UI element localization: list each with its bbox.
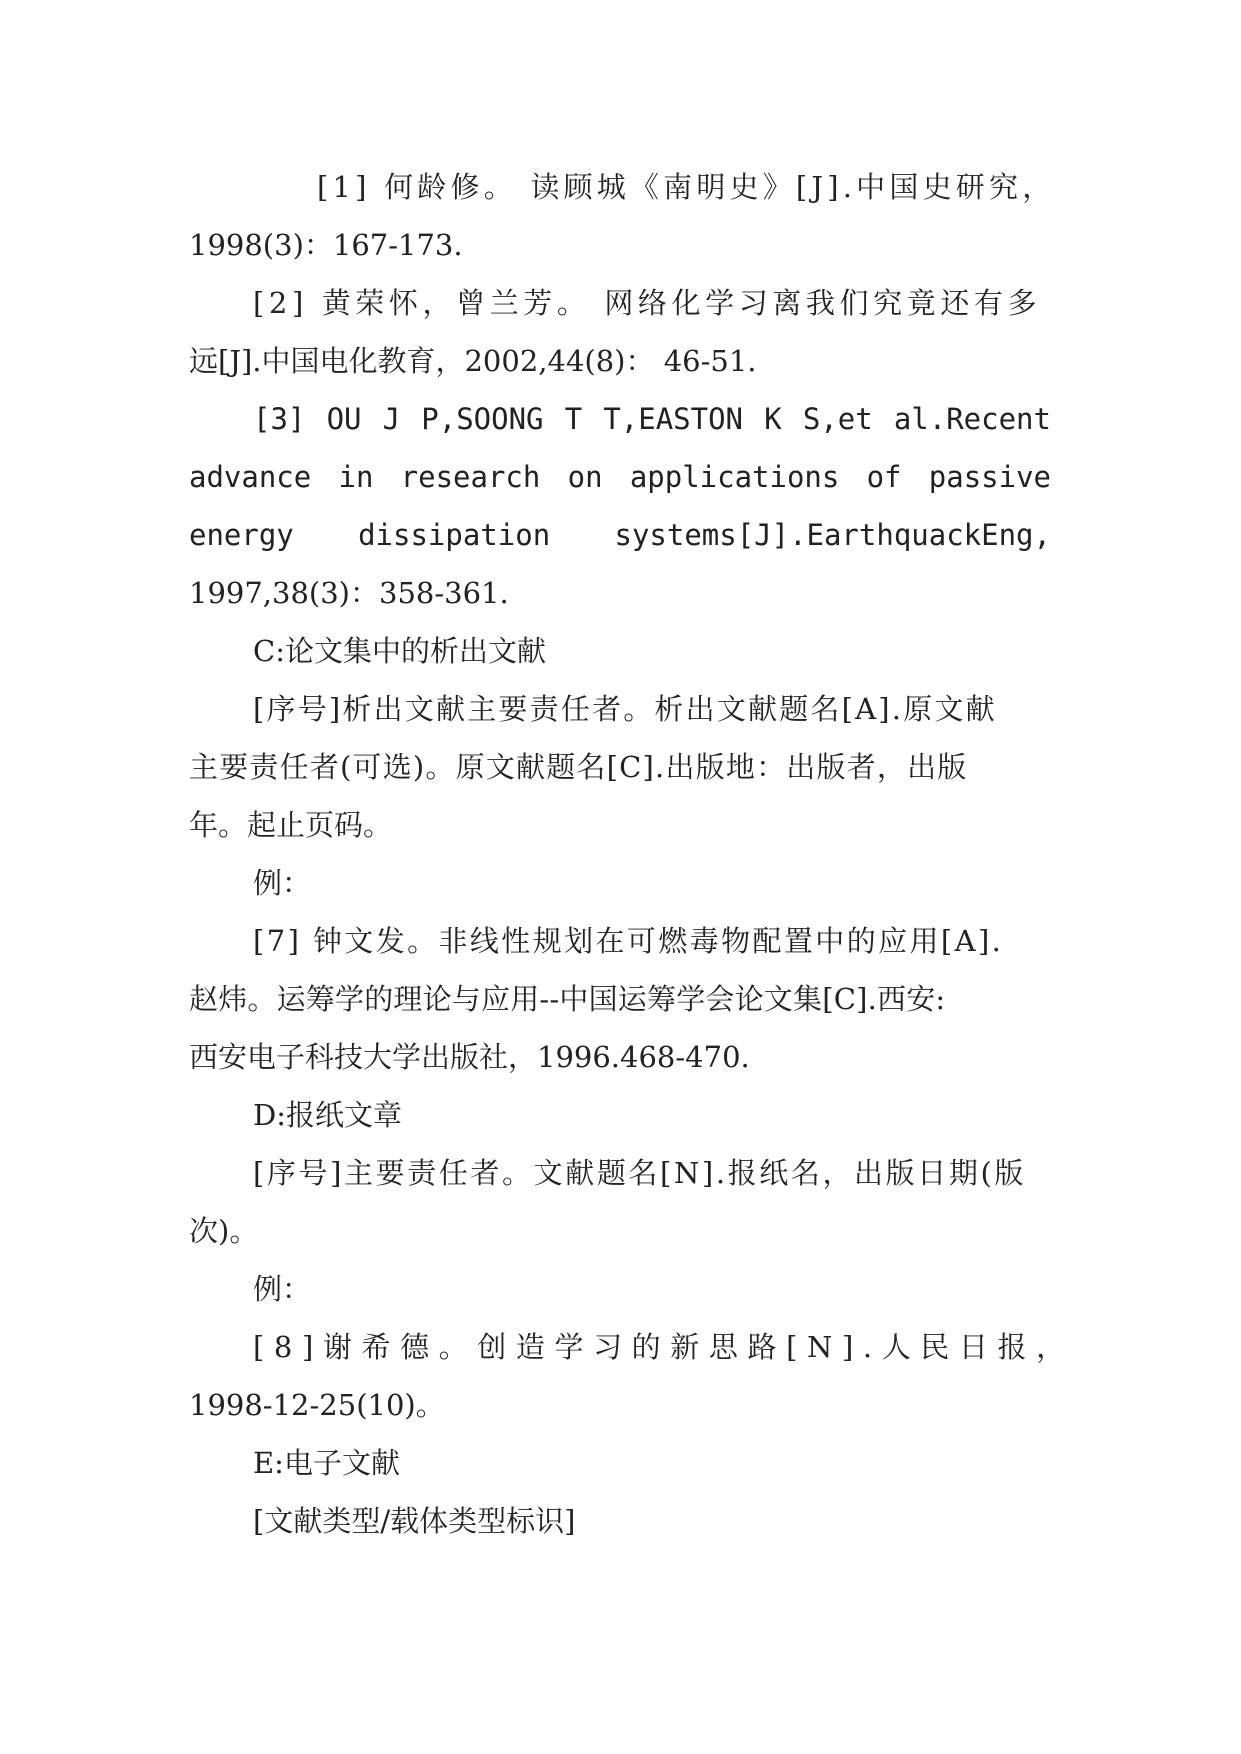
reference-3-word: al.Recent	[893, 402, 1051, 436]
reference-2	[189, 274, 1051, 390]
section-c-format-line-2: 主要责任者(可选)。原文献题名[C].出版地：出版者，出版	[189, 750, 968, 784]
reference-2-line-1: [2] 黄荣怀，曾兰芳。 网络化学习离我们究竟还有多	[253, 286, 1042, 320]
document-page	[189, 158, 1075, 1550]
reference-3-word: advance	[189, 460, 312, 494]
section-e-format-line-1: [文献类型/载体类型标识]	[253, 1504, 576, 1538]
section-d-format-line-1: [序号]主要责任者。文献题名[N].报纸名，出版日期(版	[253, 1156, 1026, 1190]
reference-1-line-2: 1998(3)：167-173.	[189, 228, 463, 262]
reference-3-word: OU	[326, 402, 362, 436]
section-d-example-line-1: [8]谢希德。创造学习的新思路[N].人民日报，	[253, 1330, 1075, 1364]
reference-3-line-2	[189, 448, 1051, 506]
section-e-heading: E:电子文献	[253, 1446, 400, 1480]
reference-3-word: J	[382, 402, 401, 436]
section-c-heading: C:论文集中的析出文献	[253, 634, 546, 668]
reference-3-word: K	[764, 402, 782, 436]
reference-3-word: P,SOONG	[421, 402, 544, 436]
reference-3-word: [3]	[253, 402, 306, 436]
reference-3-line-1	[189, 390, 1051, 448]
reference-2-line-2: 远[J].中国电化教育，2002,44(8)： 46-51.	[189, 344, 757, 378]
section-d-heading: D:报纸文章	[253, 1098, 403, 1132]
reference-3-word: T	[564, 402, 583, 436]
reference-3-word: energy	[189, 518, 294, 552]
section-d-example-line-2: 1998-12-25(10)。	[189, 1388, 445, 1422]
reference-1	[189, 158, 1056, 274]
reference-3-line-3	[189, 506, 1051, 564]
section-d-format-line-2: 次)。	[189, 1214, 259, 1248]
section-c-example-line-3: 西安电子科技大学出版社，1996.468-470.	[189, 1040, 750, 1074]
section-c	[189, 622, 1051, 1086]
reference-1-line-1: [1] 何龄修。 读顾城《南明史》[J].中国史研究，	[317, 170, 1056, 204]
section-c-example-line-2: 赵炜。运筹学的理论与应用--中国运筹学会论文集[C].西安:	[189, 982, 946, 1016]
section-d	[189, 1086, 1075, 1434]
reference-3-word: research	[400, 460, 541, 494]
section-d-example-label: 例：	[253, 1272, 312, 1306]
section-e	[189, 1434, 1051, 1550]
reference-3-word: in	[338, 460, 374, 494]
reference-3-word: of	[866, 460, 902, 494]
reference-3-word: S,et	[802, 402, 873, 436]
reference-3-word: dissipation	[358, 518, 551, 552]
reference-3-line-4: 1997,38(3)：358-361.	[189, 576, 509, 610]
reference-3-word: T,EASTON	[603, 402, 744, 436]
reference-3	[189, 390, 1051, 622]
reference-3-word: passive	[928, 460, 1051, 494]
section-c-example-label: 例：	[253, 866, 312, 900]
section-c-example-line-1: [7] 钟文发。非线性规划在可燃毒物配置中的应用[A].	[253, 924, 1004, 958]
reference-3-word: on	[567, 460, 603, 494]
section-c-format-line-3: 年。起止页码。	[189, 808, 393, 842]
section-c-format-line-1: [序号]析出文献主要责任者。析出文献题名[A].原文献	[253, 692, 997, 726]
reference-3-word: systems[J].EarthquackEng,	[614, 518, 1051, 552]
reference-3-word: applications	[629, 460, 840, 494]
